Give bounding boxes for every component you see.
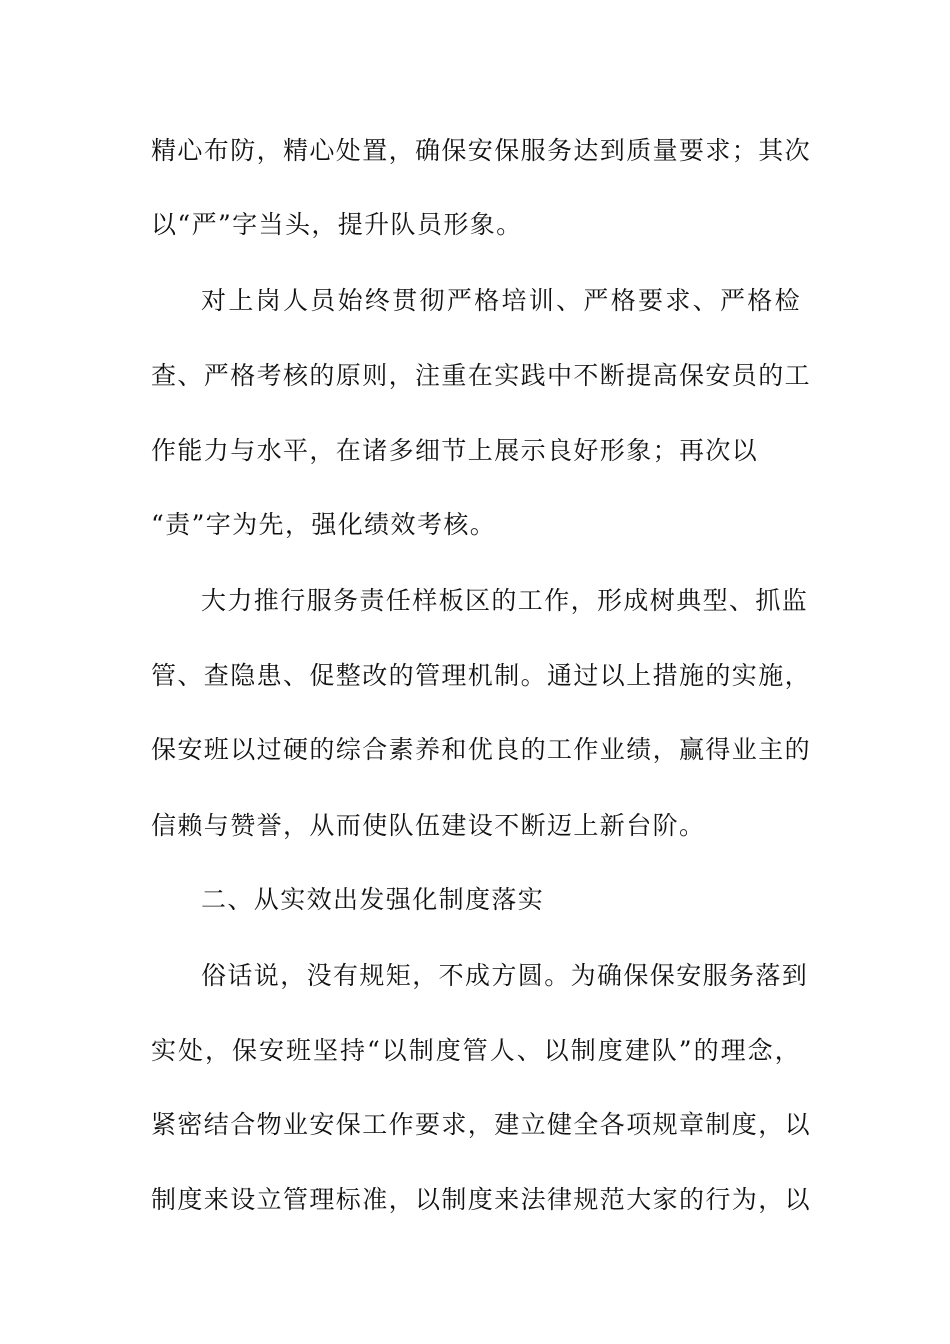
paragraph-line: 对上岗人员始终贯彻严格培训、严格要求、严格检	[201, 286, 801, 315]
paragraph-line: 实处，保安班坚持“以制度管人、以制度建队”的理念，	[151, 1036, 801, 1065]
paragraph-line: 大力推行服务责任样板区的工作，形成树典型、抓监	[201, 586, 809, 615]
paragraph-line: 查、严格考核的原则，注重在实践中不断提高保安员的工	[151, 361, 812, 390]
paragraph-line: 俗话说，没有规矩，不成方圆。为确保保安服务落到	[201, 961, 809, 990]
paragraph-line: 作能力与水平，在诸多细节上展示良好形象；再次以	[151, 436, 759, 465]
paragraph-line: 制度来设立管理标准，以制度来法律规范大家的行为，以	[151, 1185, 812, 1214]
paragraph-line: 信赖与赞誉，从而使队伍建设不断迈上新台阶。	[151, 811, 706, 840]
paragraph-line: 保安班以过硬的综合素养和优良的工作业绩，赢得业主的	[151, 735, 812, 764]
paragraph-line: 管、查隐患、促整改的管理机制。通过以上措施的实施，	[151, 661, 812, 690]
paragraph-line: 以“严”字当头，提升队员形象。	[151, 210, 523, 239]
paragraph-line: “责”字为先，强化绩效考核。	[151, 510, 497, 539]
paragraph-line: 精心布防，精心处置，确保安保服务达到质量要求；其次	[151, 136, 812, 165]
section-heading: 二、从实效出发强化制度落实	[201, 885, 545, 914]
paragraph-line: 紧密结合物业安保工作要求，建立健全各项规章制度，以	[151, 1110, 812, 1139]
